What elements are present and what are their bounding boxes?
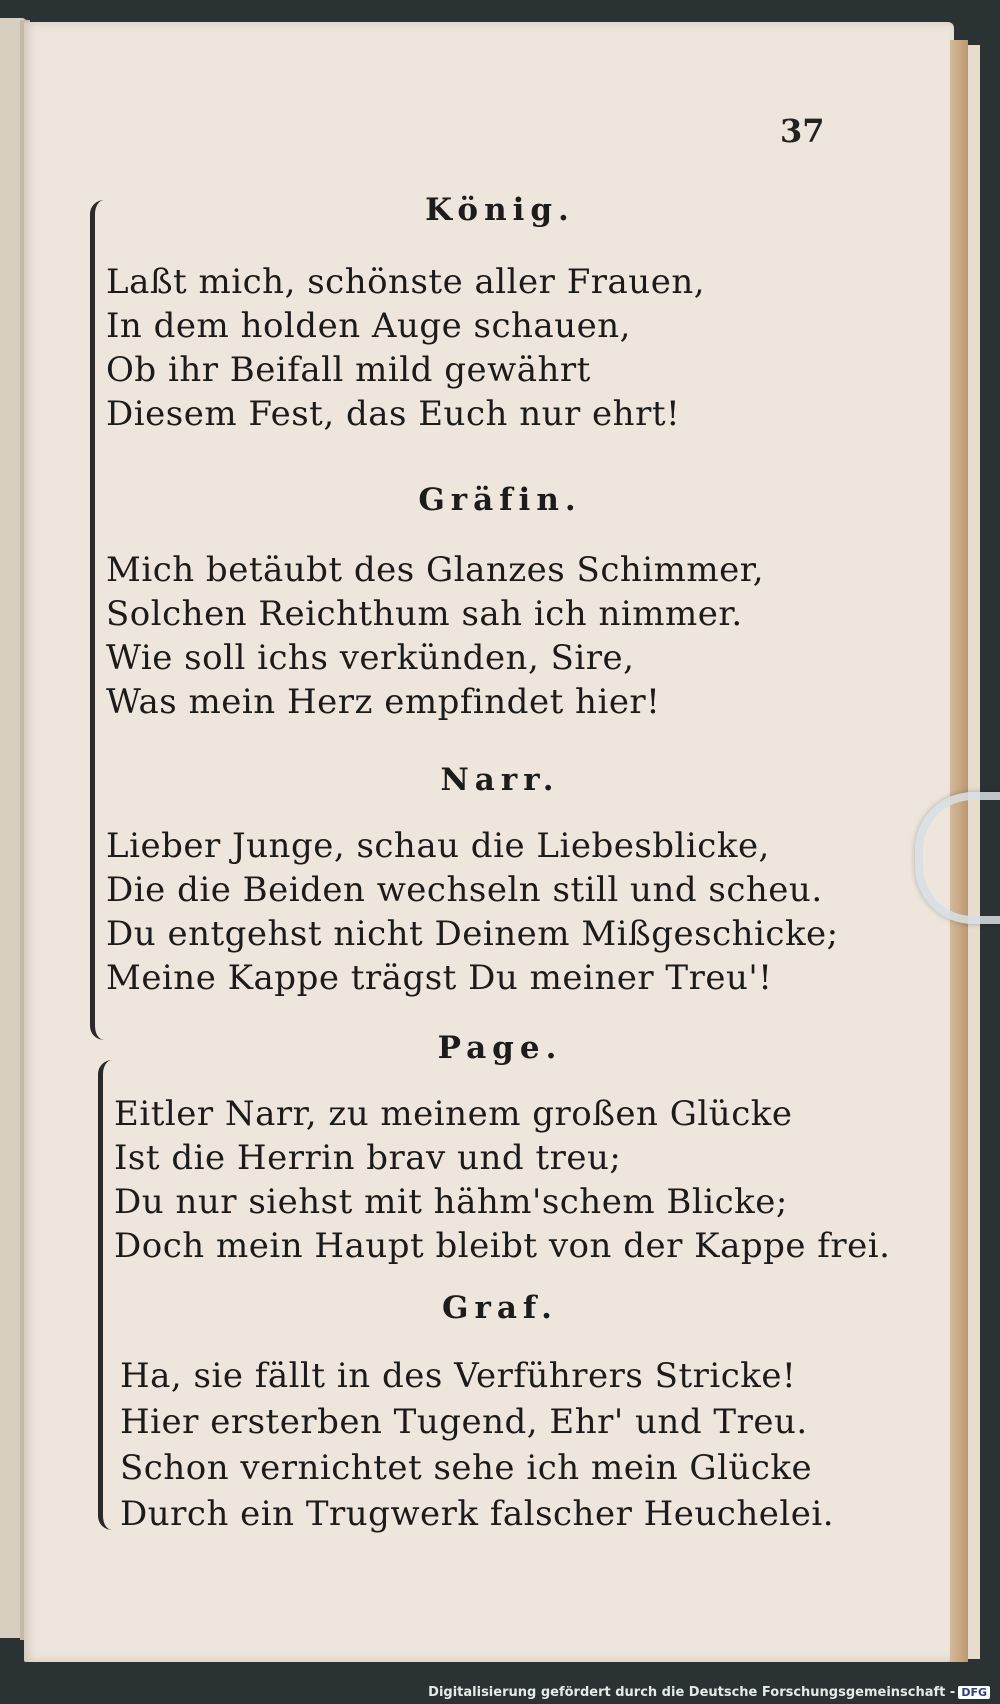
verse-line: Eitler Narr, zu meinem großen Glücke (114, 1094, 793, 1134)
digitization-credit (428, 1685, 990, 1700)
verse-line: Schon vernichtet sehe ich mein Glücke (120, 1448, 813, 1488)
verse-line: Laßt mich, schönste aller Frauen, (106, 262, 706, 302)
speaker-heading-koenig: König. (425, 192, 575, 228)
speaker-heading-page: Page. (437, 1030, 563, 1066)
verse-line: In dem holden Auge schauen, (106, 306, 631, 346)
verse-line: Was mein Herz empfindet hier! (106, 682, 661, 722)
verse-line: Ha, sie fällt in des Verführers Stricke! (120, 1356, 797, 1396)
verse-line: Solchen Reichthum sah ich nimmer. (106, 594, 743, 634)
verse-line: Durch ein Trugwerk falscher Heuchelei. (120, 1494, 835, 1534)
credit-text: Digitalisierung gefördert durch die Deutsche Forschungsgemeinschaft - (428, 1685, 956, 1700)
speaker-heading-graefin: Gräfin. (418, 482, 582, 518)
page-number: 37 (780, 112, 825, 150)
verse-line: Die die Beiden wechseln still und scheu. (106, 870, 823, 910)
dfg-logo: DFG (958, 1686, 990, 1699)
verse-line: Lieber Junge, schau die Liebesblicke, (106, 826, 770, 866)
verse-line: Wie soll ichs verkünden, Sire, (106, 638, 635, 678)
verse-line: Doch mein Haupt bleibt von der Kappe frei. (114, 1226, 891, 1266)
speaker-heading-graf: Graf. (442, 1290, 558, 1326)
verse-line: Meine Kappe trägst Du meiner Treu'! (106, 958, 773, 998)
verse-line: Du entgehst nicht Deinem Mißgeschicke; (106, 914, 839, 954)
verse-line: Mich betäubt des Glanzes Schimmer, (106, 550, 765, 590)
verse-line: Ob ihr Beifall mild gewährt (106, 350, 591, 390)
verse-line: Diesem Fest, das Euch nur ehrt! (106, 394, 681, 434)
speaker-heading-narr: Narr. (440, 762, 560, 798)
verse-line: Hier ersterben Tugend, Ehr' und Treu. (120, 1402, 808, 1442)
verse-line: Du nur siehst mit hähm'schem Blicke; (114, 1182, 788, 1222)
verse-line: Ist die Herrin brav und treu; (114, 1138, 622, 1178)
